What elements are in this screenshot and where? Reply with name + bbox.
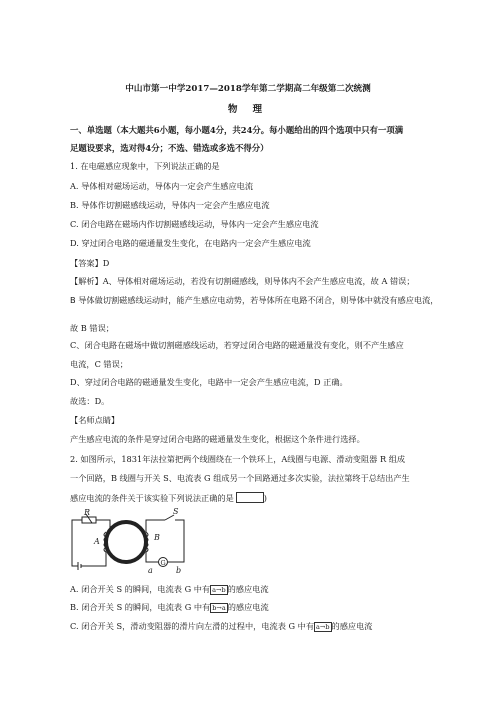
label-b-terminal: b [176,566,182,575]
q1-option-c: C. 闭合电路在磁场内作切割磁感线运动，导体内一定会产生感应电流 [70,219,319,229]
q2-option-a [70,584,269,595]
label-b: B [154,533,160,542]
q1-conclusion: 故选：D。 [70,396,110,406]
current-direction-box: b→a [212,604,226,612]
q2-option-c [70,621,372,632]
q2-option-b [70,602,269,613]
q1-tip-label: 【名师点睛】 [70,415,120,425]
q2-option-a-text: A. 闭合开关 S 的瞬间，电流表 G 中有 [70,584,211,594]
section-heading-cont: 足题设要求，选对得4分；不选、错选或多选不得分） [70,143,269,153]
q1-tip-text: 产生感应电流的条件是穿过闭合电路的磁通量发生变化，根据这个条件进行选择。 [70,434,365,444]
label-a: A [94,537,100,546]
q1-stem: 1. 在电磁感应现象中，下列说法正确的是 [70,161,220,171]
q2-option-b-text: B. 闭合开关 S 的瞬间，电流表 G 中有 [70,602,211,612]
q1-explanation-4: C、闭合电路在磁场中做切割磁感线运动，若穿过闭合电路的磁通量没有变化，则不产生感应 [70,340,404,350]
exam-title: 中山市第一中学2017—2018学年第二学期高二年级第二次统测 [125,84,371,94]
label-s: S [173,508,179,516]
q1-option-b: B. 导体作切割磁感线运动，导体内一定会产生感应电流 [70,200,270,210]
label-g: G [160,559,166,567]
answer-blank-close: ) [263,493,267,503]
q1-explanation-6: D、穿过闭合电路的磁通量发生变化，电路中一定会产生感应电流，D 正确。 [70,377,348,387]
subject-title: 物 理 [227,104,268,115]
faraday-ring-circuit-figure [70,508,190,576]
q1-option-d: D. 穿过闭合电路的磁通量发生变化，在电路内一定会产生感应电流 [70,238,311,248]
q1-explanation-5: 电流，C 错误； [70,359,128,369]
q2-stem-3-text: 感应电流的条件关于该实验下列说法正确的是 [70,493,234,503]
q2-option-c-tail: 的感应电流 [331,621,373,631]
label-r: R [84,508,91,517]
q1-answer: 【答案】D [70,258,110,268]
section-heading: 一、单选题（本大题共6小题，每小题4分，共24分。每小题给出的四个选项中只有一项满 [70,125,404,135]
q2-option-b-tail: 的感应电流 [227,602,269,612]
q2-stem-2: 一个回路，B 线圈与开关 S、电流表 G 组成另一个回路通过多次实验，法拉第终于总结出产生 [70,473,410,483]
q2-option-a-tail: 的感应电流 [227,584,269,594]
q1-explanation-1: 【解析】A、导体相对磁场运动，若没有切割磁感线，则导体内不会产生感应电流，故 A 错误； [70,276,415,286]
q1-explanation-3: 故 B 错误； [70,323,114,333]
q1-option-a: A. 导体相对磁场运动，导体内一定会产生感应电流 [70,181,254,191]
q2-stem-3 [70,492,267,504]
q1-explanation-2: B 导体做切割磁感线运动时，能产生感应电动势，若导体所在电路不闭合，则导体中就没有感应电流， [70,295,439,305]
current-direction-box: a→b [316,623,330,631]
answer-blank [236,492,264,503]
q2-option-c-text: C. 闭合开关 S，滑动变阻器的滑片向左滑的过程中，电流表 G 中有 [70,621,315,631]
current-direction-box: a→b [212,586,226,594]
label-a-terminal: a [148,566,153,575]
q2-stem-1: 2. 如图所示，1831年法拉第把两个线圈绕在一个铁环上，A线圈与电源、滑动变阻器 R 组成 [70,454,406,464]
